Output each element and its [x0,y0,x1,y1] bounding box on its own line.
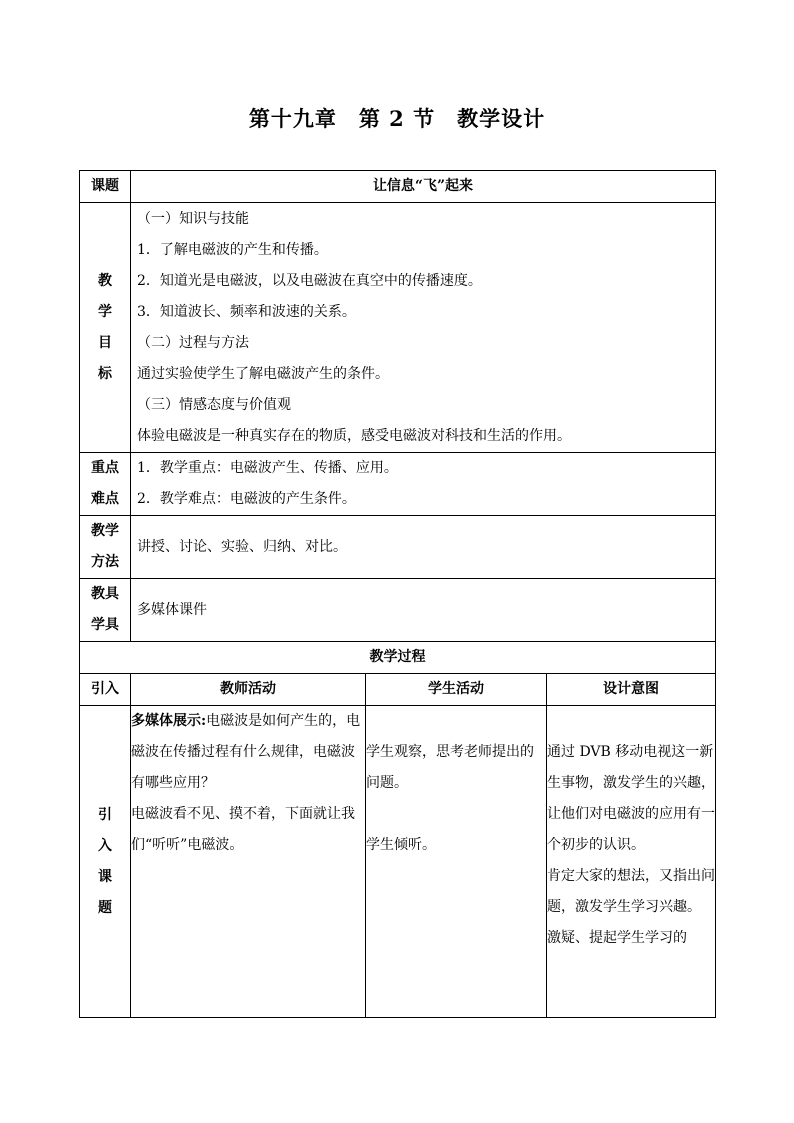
objectives-row [80,203,716,453]
col-header-intro: 引入 [80,674,131,706]
tools-value: 多媒体课件 [137,601,207,618]
col-header-intent: 设计意图 [547,674,716,706]
teacher-activity-cell [131,706,366,1018]
design-intent-cell [547,706,716,1018]
method-value: 讲授、讨论、实验、归纳、对比。 [137,538,347,555]
tools-content [131,579,716,642]
objective-line: （一）知识与技能 [137,210,249,227]
key-point-line: 1．教学重点：电磁波产生、传播、应用。 [137,460,398,476]
objective-line: 2．知道光是电磁波，以及电磁波在真空中的传播速度。 [137,272,482,289]
teacher-activity-bold: 多媒体展示: [131,713,207,729]
process-heading-row [80,642,716,674]
tools-label: 教具 学具 [80,579,131,642]
key-points-content [131,453,716,516]
tools-row [80,579,716,642]
key-points-label: 重点 难点 [80,453,131,516]
topic-row [80,171,716,203]
objective-line: 通过实验使学生了解电磁波产生的条件。 [137,365,389,382]
col-header-student: 学生活动 [366,674,547,706]
document-title: 第十九章 第 2 节 教学设计 [248,106,546,131]
key-point-line: 2．教学难点：电磁波的产生条件。 [137,491,356,507]
student-activity-1: 学生观察，思考老师提出的问题。 [366,744,534,791]
design-intent-1: 通过 DVB 移动电视这一新生事物，激发学生的兴趣，让他们对电磁波的应用有一个初步的认识。 [547,744,715,853]
student-activity-2: 学生倾听。 [366,837,436,853]
objectives-label: 教 学 目 标 [80,203,131,453]
objectives-content [131,203,716,453]
objective-line: 体验电磁波是一种真实存在的物质，感受电磁波对科技和生活的作用。 [137,427,571,444]
method-row [80,516,716,579]
intro-label: 引 入 课 题 [80,706,131,1018]
col-header-teacher: 教师活动 [131,674,366,706]
topic-value: 让信息“飞”起来 [131,171,716,203]
process-heading: 教学过程 [80,642,716,674]
objective-line: 1．了解电磁波的产生和传播。 [137,241,328,258]
teacher-activity-paragraph-2: 电磁波看不见、摸不着，下面就让我们“听听”电磁波。 [131,806,355,853]
process-header-row [80,674,716,706]
teacher-activity-paragraph: 多媒体展示:电磁波是如何产生的，电磁波在传播过程有什么规律，电磁波有哪些应用？ [131,713,361,791]
topic-label: 课题 [80,171,131,203]
key-points-row [80,453,716,516]
objective-line: （二）过程与方法 [137,334,249,351]
method-content [131,516,716,579]
method-label: 教学 方法 [80,516,131,579]
intro-row [80,706,716,1018]
objective-line: （三）情感态度与价值观 [137,396,291,413]
design-intent-2: 肯定大家的想法，又指出问题，激发学生学习兴趣。 [547,868,715,915]
objective-line: 3．知道波长、频率和波速的关系。 [137,303,356,320]
student-activity-cell [366,706,547,1018]
lesson-plan-table [79,170,716,1018]
design-intent-3: 激疑、提起学生学习的 [547,930,687,946]
